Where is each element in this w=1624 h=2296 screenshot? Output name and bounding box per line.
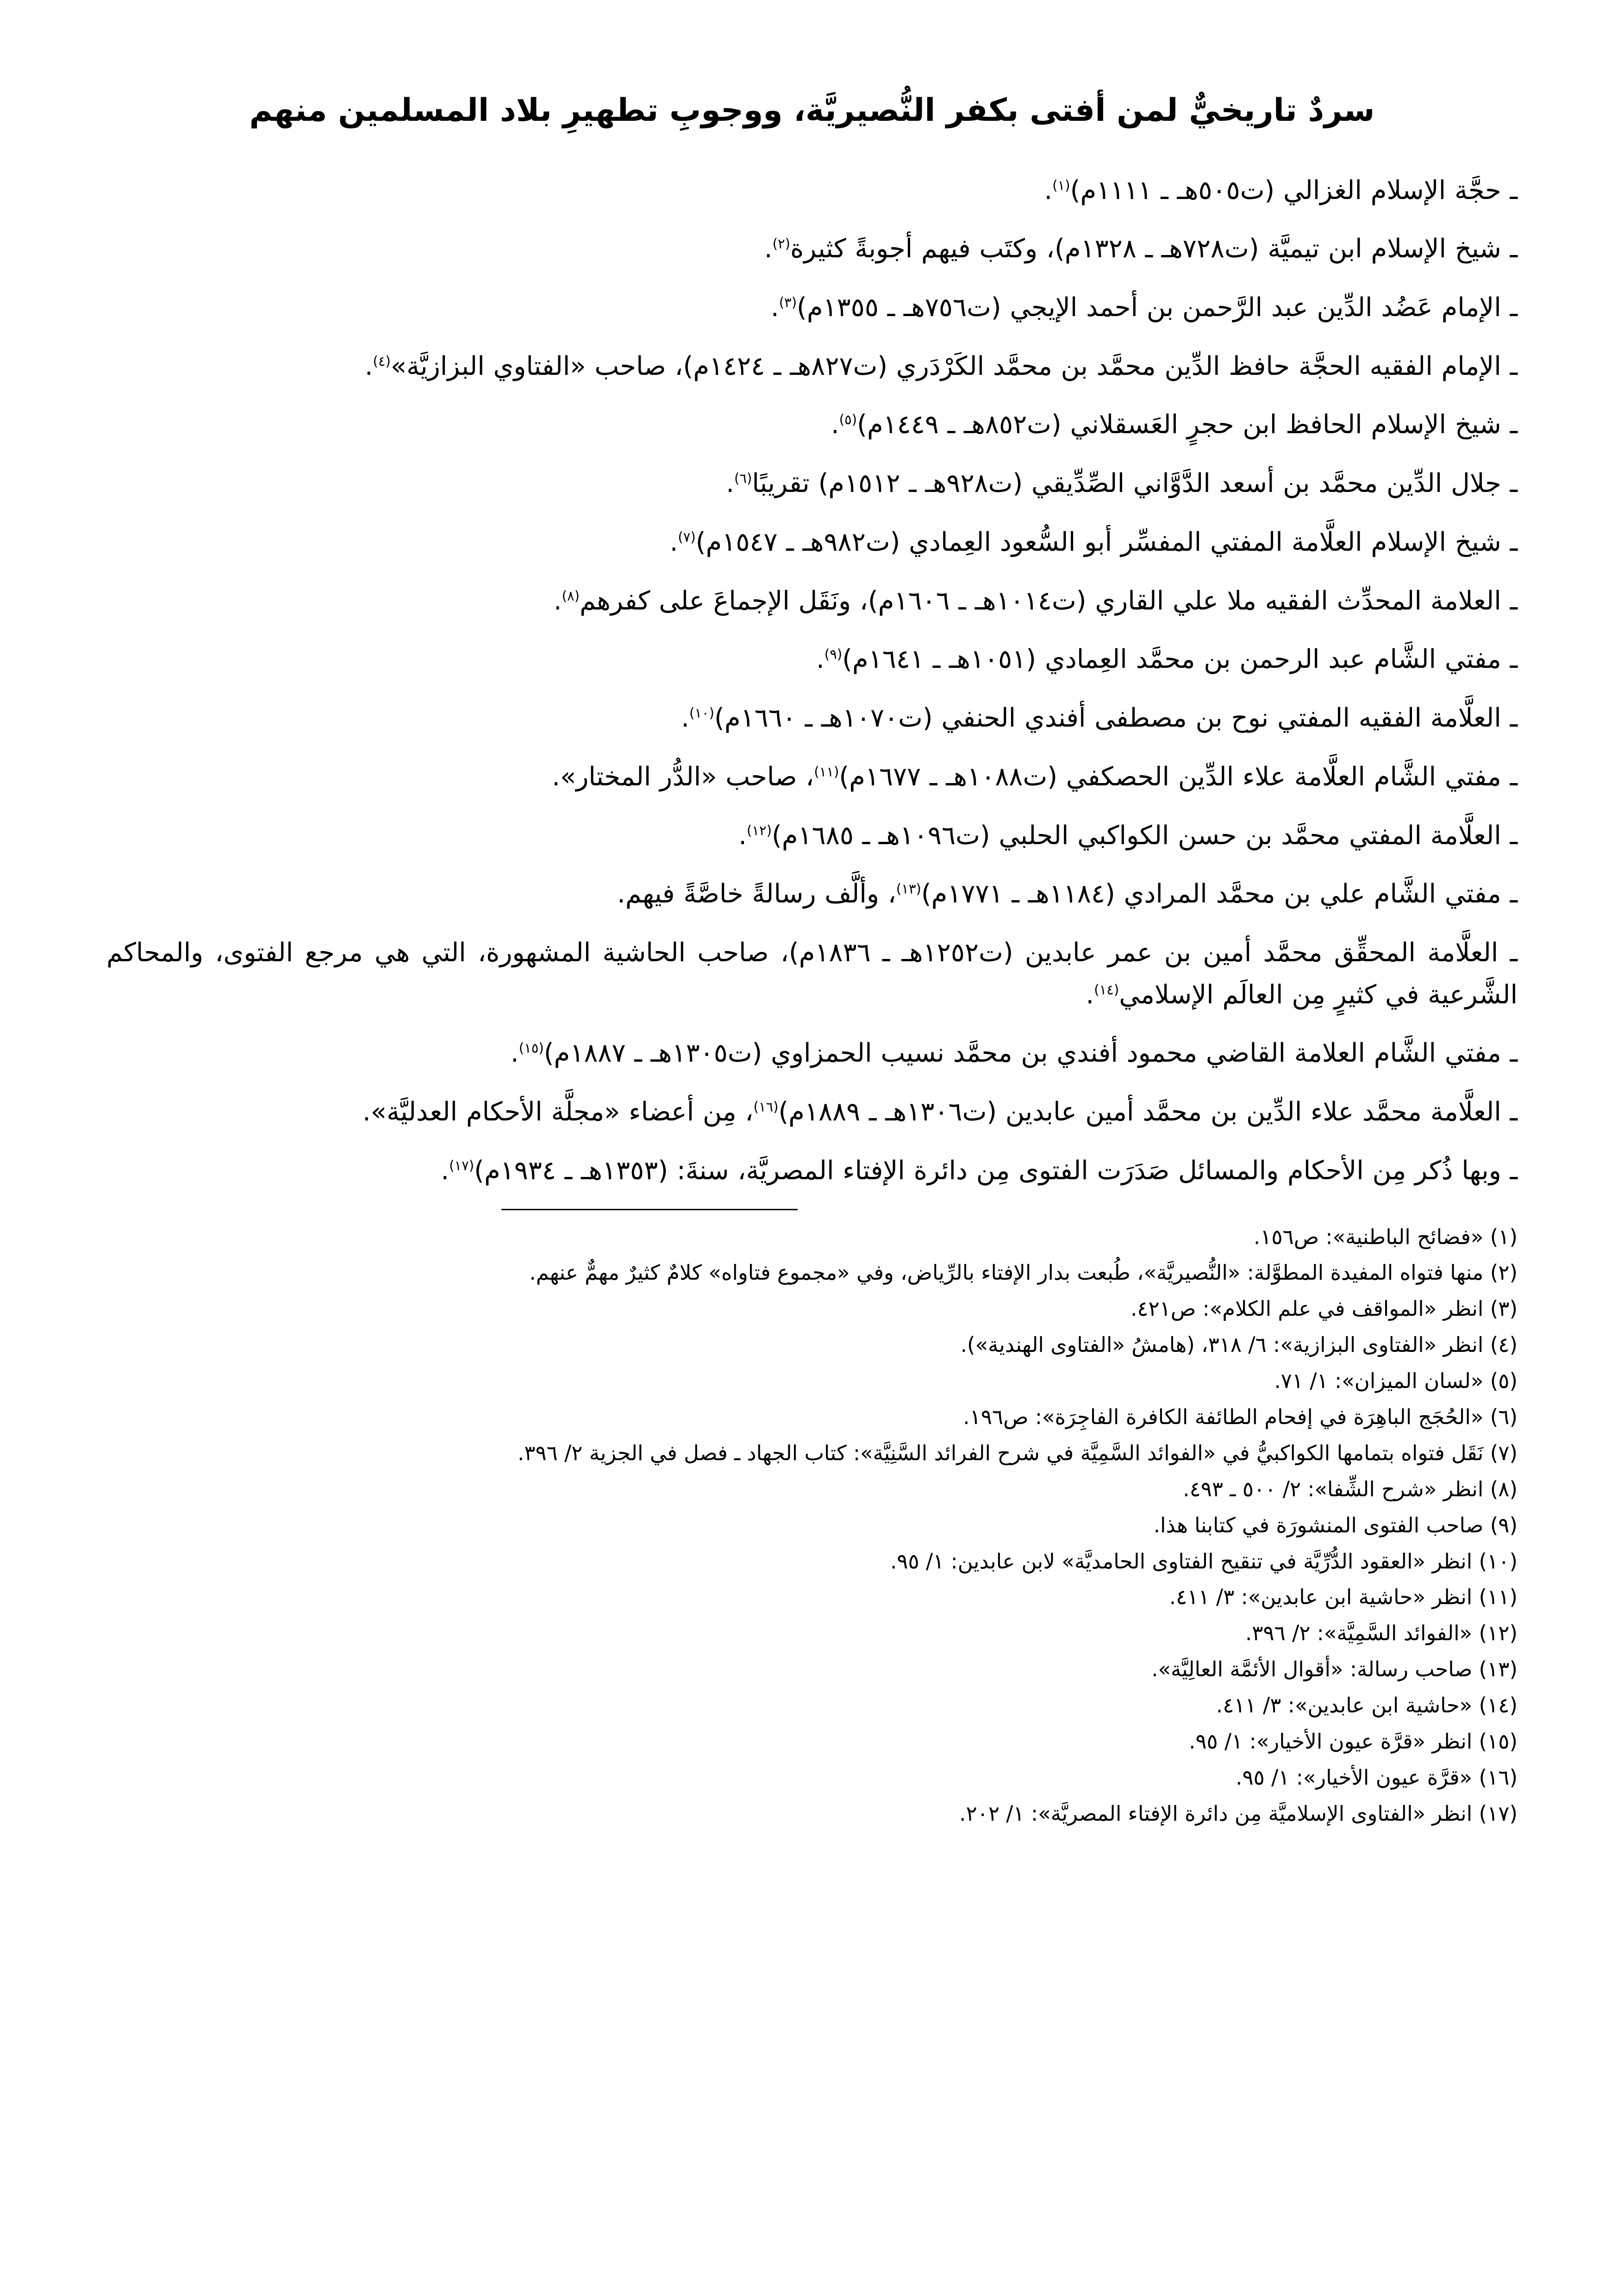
scholar-entry-text: ـ شيخ الإسلام العلَّامة المفتي المفسِّر أبو السُّعود العِمادي (ت٩٨٢هـ ـ ١٥٤٧م) (695, 527, 1518, 557)
scholar-entry-tail: . (553, 585, 562, 616)
scholar-entry-tail: ، وألَّف رسالةً خاصَّةً فيهم. (617, 879, 896, 909)
scholar-entry-text: ـ العلامة المحدِّث الفقيه ملا علي القاري (ت١٠١٤هـ ـ ١٦٠٦م)، ونَقَل الإجماعَ على كفرهم (579, 585, 1518, 616)
footnote-number: (٣) (1490, 1296, 1518, 1321)
footnote-number: (١٢) (1479, 1621, 1518, 1646)
footnote-text: انظر «حاشية ابن عابدين»: ٣/ ٤١١. (1169, 1585, 1473, 1610)
footnote-text: انظر «المواقف في علم الكلام»: ص٤٢١. (1131, 1296, 1484, 1321)
footnote-item (106, 1545, 1518, 1579)
footnote-text: انظر «شرح الشِّفا»: ٢/ ٥٠٠ ـ ٤٩٣. (1183, 1476, 1484, 1501)
scholar-entry (106, 1033, 1518, 1075)
scholar-entry (106, 639, 1518, 681)
footnote-item (106, 1725, 1518, 1759)
scholar-entry (106, 815, 1518, 857)
footnote-number: (١٧) (1479, 1801, 1518, 1826)
scholar-entry (106, 756, 1518, 798)
footnote-item (106, 1400, 1518, 1434)
scholar-entry-list (106, 170, 1518, 1192)
footnote-item (106, 1292, 1518, 1326)
footnote-item (106, 1328, 1518, 1362)
footnote-number: (١٦) (1479, 1765, 1518, 1790)
scholar-entry-tail: . (816, 644, 824, 675)
footnote-reference-marker[interactable]: (١٦) (753, 1099, 779, 1115)
footnote-number: (١٣) (1479, 1657, 1518, 1682)
footnote-item (106, 1220, 1518, 1254)
footnote-text: «الحُجَج الباهِرَة في إفحام الطائفة الكافرة الفاجِرَة»: ص١٩٦. (963, 1404, 1484, 1429)
footnote-item (106, 1364, 1518, 1398)
scholar-entry-tail: . (441, 1155, 450, 1186)
scholar-entry-tail: . (669, 527, 678, 557)
scholar-entry-tail: . (831, 410, 839, 440)
footnote-reference-marker[interactable]: (١٠) (689, 705, 715, 721)
footnote-text: «حاشية ابن عابدين»: ٣/ ٤١١. (1216, 1693, 1473, 1718)
footnote-item (106, 1689, 1518, 1723)
footnote-reference-marker[interactable]: (٧) (678, 529, 696, 545)
scholar-entry-text: ـ مفتي الشَّام عبد الرحمن بن محمَّد العِمادي (١٠٥١هـ ـ ١٦٤١م) (842, 644, 1518, 675)
footnote-item (106, 1437, 1518, 1470)
footnote-reference-marker[interactable]: (١٣) (896, 881, 921, 897)
footnote-number: (١٤) (1479, 1693, 1518, 1718)
footnote-item (106, 1761, 1518, 1795)
footnote-reference-marker[interactable]: (١) (1052, 177, 1070, 193)
footnote-item (106, 1473, 1518, 1506)
footnote-number: (٦) (1490, 1404, 1518, 1429)
footnote-number: (٩) (1490, 1512, 1518, 1537)
scholar-entry-tail: . (764, 234, 773, 264)
scholar-entry (106, 522, 1518, 564)
footnote-list (106, 1220, 1518, 1831)
footnote-reference-marker[interactable]: (٨) (562, 587, 580, 604)
scholar-entry (106, 873, 1518, 915)
scholar-entry-tail: . (726, 468, 735, 499)
footnote-number: (١٥) (1479, 1729, 1518, 1754)
footnote-text: نَقَل فتواه بتمامها الكواكبيُّ في «الفوائد السَّمِيَّة في شرح الفرائد السَّنِيَّة»: كتاب الجهاد ـ فصل في الجزية ٢/ ٣٩٦. (517, 1440, 1484, 1465)
footnote-item (106, 1797, 1518, 1831)
page-title: سردٌ تاريخيٌّ لمن أفتى بكفر النُّصيريَّة، ووجوبِ تطهيرِ بلاد المسلمين منهم (249, 92, 1375, 129)
scholar-entry (106, 697, 1518, 740)
footnote-item (106, 1617, 1518, 1650)
footnote-reference-marker[interactable]: (١٤) (1094, 982, 1119, 997)
scholar-entry-text: ـ العلَّامة الفقيه المفتي نوح بن مصطفى أفندي الحنفي (ت١٠٧٠هـ ـ ١٦٦٠م) (714, 703, 1518, 734)
footnote-text: «الفوائد السَّمِيَّة»: ٢/ ٣٩٦. (1245, 1621, 1473, 1646)
footnote-text: «فضائح الباطنية»: ص١٥٦. (1253, 1224, 1484, 1249)
footnote-text: «قرَّة عيون الأخيار»: ١/ ٩٥. (1236, 1765, 1473, 1790)
scholar-entry-text: ـ وبها ذُكر مِن الأحكام والمسائل صَدَرَت الفتوى مِن دائرة الإفتاء المصريَّة، سنةَ: (١٣٥٣هـ ـ ١٩٣٤م) (474, 1155, 1518, 1186)
scholar-entry (106, 932, 1518, 1016)
scholar-entry (106, 1091, 1518, 1133)
footnote-number: (١) (1490, 1224, 1518, 1249)
scholar-entry-tail: ، صاحب «الدُّر المختار». (552, 761, 814, 792)
footnote-reference-marker[interactable]: (١٥) (518, 1040, 544, 1056)
scholar-entry-tail: . (1086, 979, 1094, 1010)
scholar-entry-text: ـ حجَّة الإسلام الغزالي (ت٥٠٥هـ ـ ١١١١م) (1070, 175, 1518, 205)
footnote-item (106, 1653, 1518, 1686)
footnote-text: صاحب الفتوى المنشورَة في كتابنا هذا. (1153, 1512, 1484, 1537)
scholar-entry-text: ـ العلَّامة محمَّد علاء الدِّين بن محمَّد أمين عابدين (ت١٣٠٦هـ ـ ١٨٨٩م) (778, 1097, 1518, 1127)
scholar-entry-text: ـ مفتي الشَّام العلامة القاضي محمود أفندي بن محمَّد نسيب الحمزاوي (ت١٣٠٥هـ ـ ١٨٨٧م) (543, 1038, 1518, 1069)
footnote-reference-marker[interactable]: (١١) (814, 764, 839, 780)
scholar-entry-text: ـ مفتي الشَّام العلَّامة علاء الدِّين الحصكفي (ت١٠٨٨هـ ـ ١٦٧٧م) (839, 761, 1518, 792)
scholar-entry-text: ـ شيخ الإسلام الحافظ ابن حجرٍ العَسقلاني (ت٨٥٢هـ ـ ١٤٤٩م) (857, 410, 1518, 440)
footnote-number: (٢) (1490, 1260, 1518, 1285)
footnote-text: منها فتواه المفيدة المطوَّلة: «النُّصيريَّة»، طُبعت بدار الإفتاء بالرِّياض، وفي «مجموع فتاواه» كلامٌ كثيرٌ مهمٌّ عنهم. (529, 1260, 1484, 1285)
scholar-entry-text: ـ شيخ الإسلام ابن تيميَّة (ت٧٢٨هـ ـ ١٣٢٨م)، وكتَب فيهم أجوبةً كثيرة (790, 234, 1518, 264)
scholar-entry (106, 1150, 1518, 1192)
scholar-entry-text: ـ العلَّامة المفتي محمَّد بن حسن الكواكبي الحلبي (ت١٠٩٦هـ ـ ١٦٨٥م) (772, 820, 1518, 851)
footnote-text: انظر «الفتاوى الإسلاميَّة مِن دائرة الإفتاء المصريَّة»: ١/ ٢٠٢. (959, 1801, 1473, 1826)
footnote-item (106, 1580, 1518, 1614)
scholar-entry-text: ـ الإمام الفقيه الحجَّة حافظ الدِّين محمَّد بن محمَّد الكَرْدَري (ت٨٢٧هـ ـ ١٤٢٤م)، صاحب «الفتاوي البزازيَّة» (390, 351, 1518, 381)
footnote-number: (١١) (1479, 1585, 1518, 1610)
footnote-item (106, 1509, 1518, 1543)
scholar-entry-text: ـ الإمام عَضُد الدِّين عبد الرَّحمن بن أحمد الإيجي (ت٧٥٦هـ ـ ١٣٥٥م) (797, 292, 1518, 323)
scholar-entry (106, 228, 1518, 270)
footnote-text: «لسان الميزان»: ١/ ٧١. (1274, 1369, 1484, 1394)
footnote-reference-marker[interactable]: (٤) (373, 353, 391, 369)
scholar-entry (106, 404, 1518, 446)
scholar-entry-tail: . (364, 351, 373, 381)
footnote-number: (٧) (1490, 1440, 1518, 1465)
scholar-entry-text: ـ العلَّامة المحقِّق محمَّد أمين بن عمر عابدين (ت١٢٥٢هـ ـ ١٨٣٦م)، صاحب الحاشية المشهورة، التي هي مرجع الفتوى، والمحاكم الشَّرعية في كثيرٍ مِن العالَم الإسلامي (106, 937, 1518, 1010)
footnote-reference-marker[interactable]: (٦) (734, 470, 752, 486)
footnote-text: صاحب رسالة: «أقوال الأئمَّة العالِيَّة». (1151, 1657, 1473, 1682)
scholar-entry-text: ـ مفتي الشَّام علي بن محمَّد المرادي (١١٨٤هـ ـ ١٧٧١م) (921, 879, 1518, 909)
scholar-entry (106, 287, 1518, 329)
footnote-number: (٤) (1490, 1332, 1518, 1357)
scholar-entry-tail: ، مِن أعضاء «مجلَّة الأحكام العدليَّة». (362, 1097, 754, 1127)
footnote-reference-marker[interactable]: (٥) (839, 411, 857, 428)
scholar-entry-tail: . (681, 703, 690, 734)
scholar-entry (106, 346, 1518, 388)
footnote-item (106, 1256, 1518, 1290)
footnote-reference-marker[interactable]: (٣) (779, 294, 797, 311)
scholar-entry-tail: . (510, 1038, 519, 1069)
footnote-reference-marker[interactable]: (٢) (772, 236, 790, 252)
scholar-entry-text: ـ جلال الدِّين محمَّد بن أسعد الدَّوَّاني الصِّدِّيقي (ت٩٢٨هـ ـ ١٥١٢م) تقريبًا (752, 468, 1518, 499)
scholar-entry (106, 463, 1518, 505)
footnote-text: انظر «الفتاوى البزازية»: ٦/ ٣١٨، (هامشُ «الفتاوى الهندية»). (960, 1332, 1484, 1357)
footnote-text: انظر «قرَّة عيون الأخيار»: ١/ ٩٥. (1189, 1729, 1473, 1754)
scholar-entry (106, 580, 1518, 622)
footnote-separator-rule (501, 1209, 798, 1210)
scholar-entry-tail: . (770, 292, 779, 323)
footnote-reference-marker[interactable]: (٩) (824, 646, 843, 662)
scholar-entry-tail: . (738, 820, 747, 851)
scholar-entry (106, 170, 1518, 212)
footnote-text: انظر «العقود الدُّرِّيَّة في تنقيح الفتاوى الحامديَّة» لابن عابدين: ١/ ٩٥. (890, 1549, 1473, 1574)
footnote-number: (٨) (1490, 1476, 1518, 1501)
footnote-number: (٥) (1490, 1369, 1518, 1394)
scholar-entry-tail: . (1044, 175, 1053, 205)
footnote-reference-marker[interactable]: (١٢) (747, 822, 772, 838)
footnote-reference-marker[interactable]: (١٧) (449, 1157, 475, 1174)
footnote-number: (١٠) (1479, 1549, 1518, 1574)
